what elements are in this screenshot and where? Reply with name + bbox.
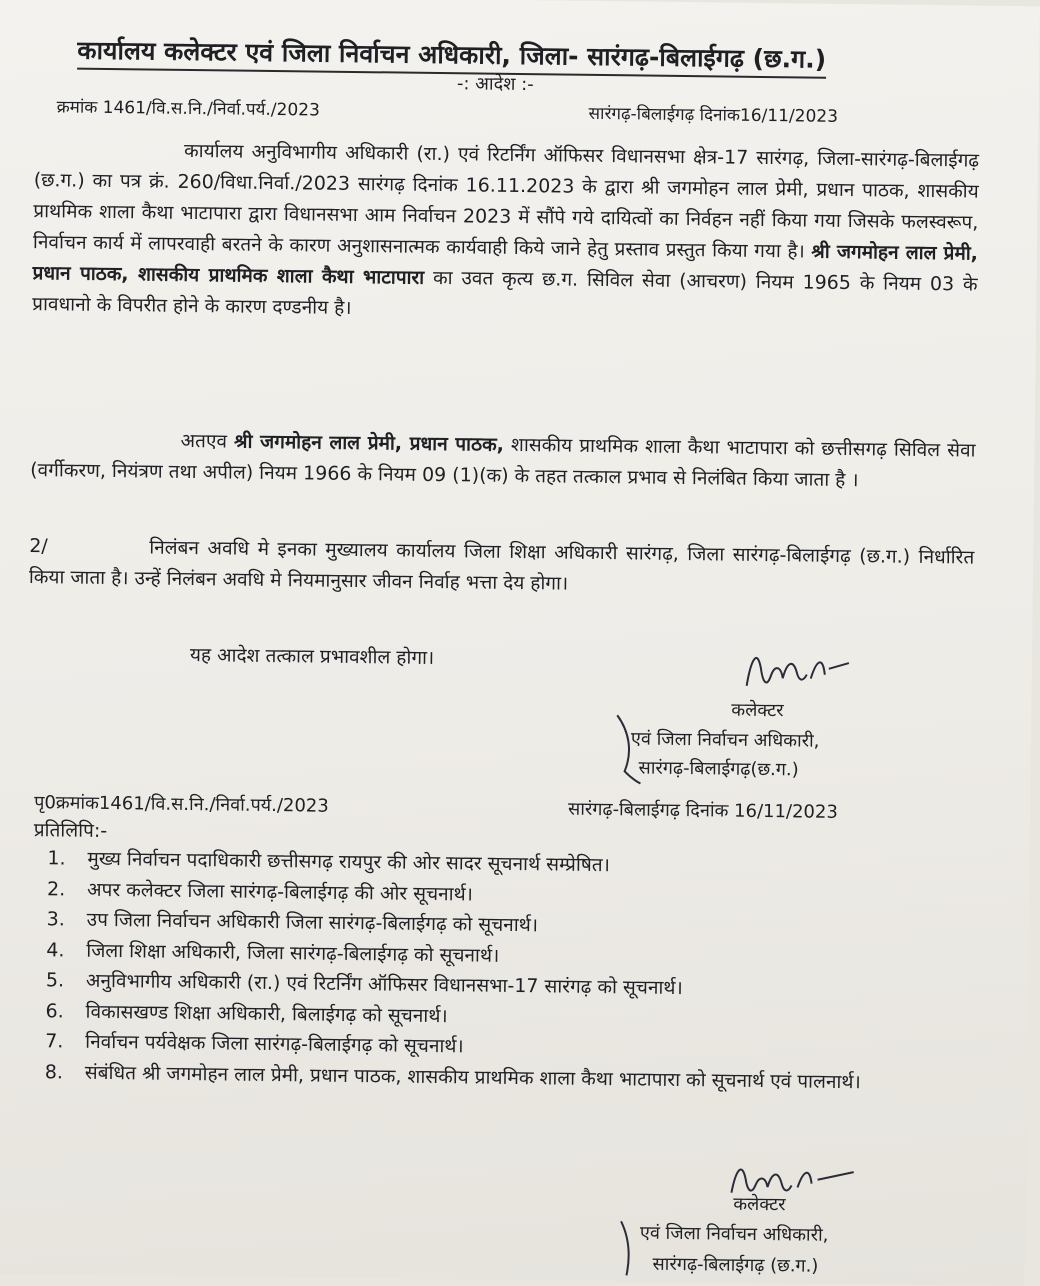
list-item-text: मुख्य निर्वाचन पदाधिकारी छत्तीसगढ़ रायपुर की ओर सादर सूचनार्थ सम्प्रेषित। — [87, 847, 611, 877]
effect-line: यह आदेश तत्काल प्रभावशील होगा। — [189, 644, 435, 670]
paragraph-1-text-end: का उवत कृत्य छ.ग. सिविल सेवा (आचरण) नियम 1965 के नियम 03 के प्रावधानो के विपरीत होने के कारण दण्डनीय है। — [32, 266, 978, 319]
list-item-text: उप जिला निर्वाचन अधिकारी जिला सारंगढ़-बिलाईगढ़ को सूचनार्थ। — [86, 908, 539, 937]
list-item-text: अनुविभागीय अधिकारी (रा.) एवं रिटर्निंग ऑफिसर विधानसभा-17 सारंगढ़ को सूचनार्थ। — [85, 969, 683, 1000]
order-title: -: आदेश :- — [456, 73, 534, 96]
order-paragraph-2 — [30, 424, 976, 498]
employee-name-bold: श्री जगमोहन लाल प्रेमी, प्रधान पाठक, शासकीय प्राथमिक शाला कैथा भाटापारा — [32, 240, 979, 289]
list-item-number: 7. — [45, 1030, 64, 1053]
list-item-text: निर्वाचन पर्यवेक्षक जिला सारंगढ़-बिलाईगढ़ को सूचनार्थ। — [85, 1030, 464, 1058]
list-item-number: 2. — [46, 877, 66, 901]
list-item-text: संबंधित श्री जगमोहन लाल प्रेमी, प्रधान पाठक, शासकीय प्राथमिक शाला कैथा भाटापारा को सूचनार्थ एवं पालनार्थ। — [84, 1061, 861, 1093]
signature-2-designation: एवं जिला निर्वाचन अधिकारी, — [639, 1222, 829, 1246]
endorsement-number: पृ0क्रमांक1461/वि.स.नि./निर्वा.पर्य./2023 — [34, 792, 329, 817]
list-item-number: 6. — [45, 999, 64, 1023]
copy-list — [45, 843, 978, 1098]
order-place-date: सारंगढ़-बिलाईगढ़ दिनांक16/11/2023 — [588, 103, 839, 127]
list-item-number: 3. — [46, 908, 66, 931]
endorsement-place-date: सारंगढ़-बिलाईगढ़ दिनांक 16/11/2023 — [567, 798, 838, 823]
order-number: क्रमांक 1461/वि.स.नि./निर्वा.पर्य./2023 — [56, 97, 320, 121]
list-item-text: विकासखण्ड शिक्षा अधिकारी, बिलाईगढ़ को सूचनार्थ। — [85, 1000, 448, 1027]
order-paragraph-1 — [32, 134, 979, 332]
signature-2-location: सारंगढ़-बिलाईगढ़ (छ.ग.) — [652, 1253, 819, 1277]
paragraph-3-text: निलंबन अवधि मे इनका मुख्यालय कार्यालय जिला शिक्षा अधिकारी सारंगढ़, जिला सारंगढ़-बिलाईगढ़ (छ.ग.) निर्धारित किया जाता है। उन्हें निलंबन अवधि मे नियमानुसार जीवन निर्वाह भत्ता देय होगा। — [28, 536, 975, 595]
signature-2-title: कलेक्टर — [733, 1193, 786, 1216]
copy-label: प्रतिलिपि:- — [33, 819, 108, 843]
paragraph-1-text: कार्यालय अनुविभागीय अधिकारी (रा.) एवं रिटर्निंग ऑफिसर विधानसभा क्षेत्र-17 सारंगढ़, जिला-सारंगढ़-बिलाईगढ़ (छ.ग.) का पत्र क्रं. 260/विधा.निर्वा./2023 सारंगढ़ दिनांक 16.11.2023 के द्वारा श्री जगमोहन लाल प्रेमी, प्रधान पाठक, शासकीय प्राथमिक शाला कैथा भाटापारा द्वारा विधानसभा आम निर्वाचन 2023 में सौंपे गये दायित्वों का निर्वहन नहीं किया गया जिसके फलस्वरूप, निर्वाचन कार्य में लापरवाही बरतने के कारण अनुशासनात्मक कार्यवाही किये जाने हेतु प्रस्ताव प्रस्तुत किया गया है। — [32, 139, 980, 263]
list-item-text: जिला शिक्षा अधिकारी, जिला सारंगढ़-बिलाईगढ़ को सूचनार्थ। — [86, 939, 500, 967]
list-item-number: 4. — [46, 938, 65, 962]
paragraph-2-text: शासकीय प्राथमिक शाला कैथा भाटापारा को छत्तीसगढ़ सिविल सेवा (वर्गीकरण, नियंत्रण तथा अपील) नियम 1966 के नियम 09 (1)(क) के तहत तत्काल प्रभाव से निलंबित किया जाता है । — [30, 433, 976, 492]
paragraph-2-lead: अतएव — [180, 429, 228, 453]
signature-1-title: कलेक्टर — [731, 699, 784, 722]
office-heading: कार्यालय कलेक्टर एवं जिला निर्वाचन अधिकारी, जिला- सारंगढ़-बिलाईगढ़ (छ.ग.) — [77, 33, 826, 79]
list-item-number: 1. — [47, 847, 66, 870]
employee-name-bold-2: श्री जगमोहन लाल प्रेमी, प्रधान पाठक, — [233, 430, 505, 456]
list-item-number: 8. — [44, 1060, 64, 1083]
list-item-number: 5. — [45, 969, 65, 992]
collector-signature-1 — [736, 638, 857, 699]
order-paragraph-3 — [29, 531, 975, 605]
signature-1-location: सारंगढ़-बिलाईगढ़(छ.ग.) — [638, 757, 799, 781]
list-item-text: अपर कलेक्टर जिला सारंगढ़-बिलाईगढ़ की ओर सूचनार्थ। — [86, 878, 474, 905]
signature-1-designation: एवं जिला निर्वाचन अधिकारी, — [630, 728, 820, 752]
paragraph-3-number: 2/ — [29, 535, 48, 558]
